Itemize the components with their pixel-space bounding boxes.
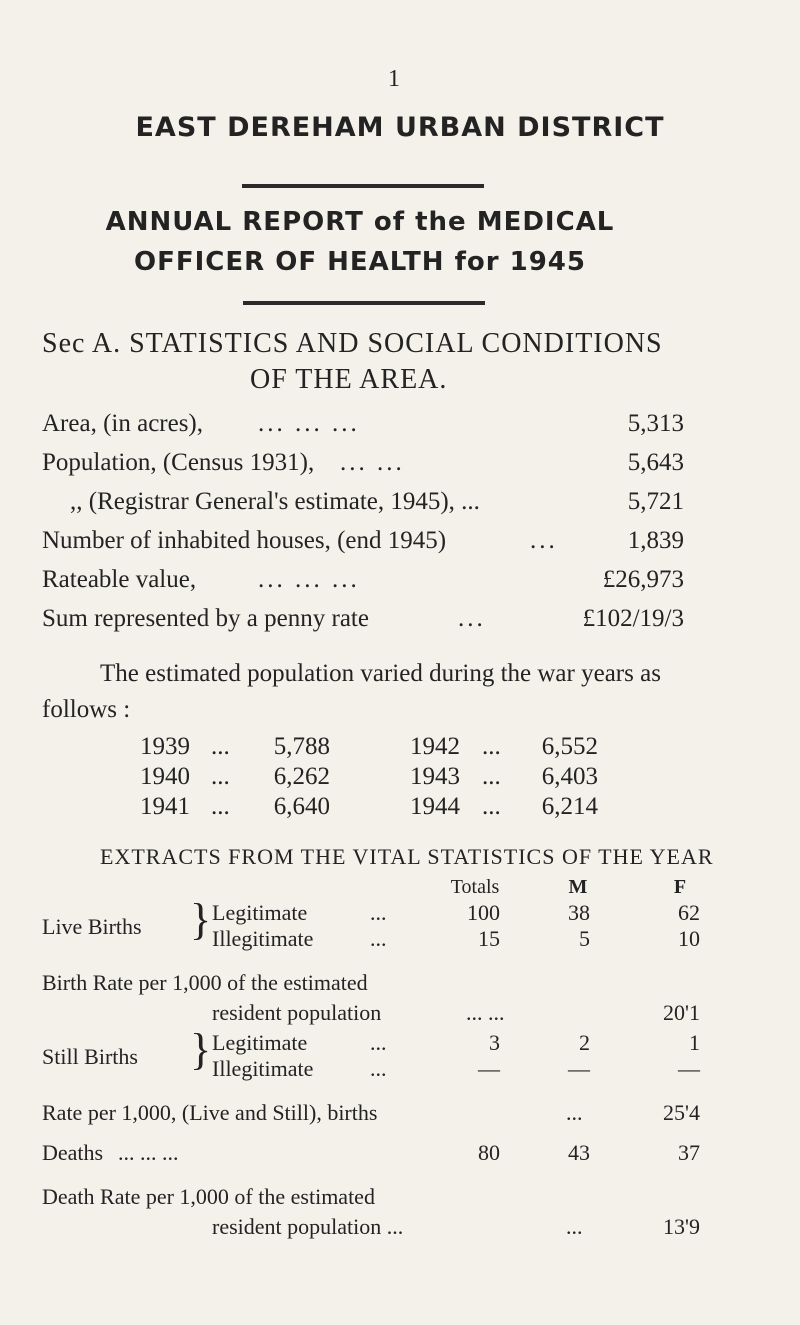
death-rate-leader: ...	[566, 1214, 583, 1239]
death-rate-line1: Death Rate per 1,000 of the estimated	[42, 1184, 375, 1209]
vital-total: 15	[478, 926, 500, 951]
vital-f: 10	[678, 926, 700, 951]
birth-rate-line2: resident population	[212, 1000, 382, 1025]
stat-label: ,, (Registrar General's estimate, 1945), ...	[70, 488, 480, 515]
war-year: 1943	[410, 763, 460, 790]
vital-row-leader: ...	[370, 1030, 387, 1055]
col-header-m: M	[568, 876, 588, 898]
rate-per-1000-leader: ...	[566, 1100, 583, 1125]
report-title-line1: ANNUAL REPORT of the MEDICAL	[105, 207, 615, 237]
live-births-label: Live Births	[42, 914, 142, 939]
vital-row-label: Legitimate	[212, 1030, 308, 1055]
stat-label: Sum represented by a penny rate	[42, 605, 369, 632]
vital-stats-title: EXTRACTS FROM THE VITAL STATISTICS OF THE YEAR	[100, 844, 714, 869]
birth-rate-value: 20'1	[663, 1000, 700, 1025]
war-year: 1944	[410, 793, 460, 820]
war-year-value: 5,788	[273, 733, 330, 760]
deaths-label: Deaths	[42, 1140, 104, 1165]
stat-value: 5,721	[627, 488, 684, 515]
vital-row-label: Illegitimate	[212, 926, 314, 951]
stat-label: Rateable value,	[42, 566, 197, 593]
birth-rate-line1: Birth Rate per 1,000 of the estimated	[42, 970, 368, 995]
vital-total: —	[478, 1056, 500, 1081]
vital-m: 5	[579, 926, 590, 951]
war-year-sep: ...	[482, 763, 501, 790]
rate-per-1000-value: 25'4	[663, 1100, 700, 1125]
vital-row-leader: ...	[370, 1056, 387, 1081]
vital-total: 80	[478, 1140, 500, 1165]
col-header-totals: Totals	[450, 876, 500, 898]
vital-total: 3	[489, 1030, 500, 1055]
war-year-sep: ...	[211, 763, 230, 790]
vital-m: —	[568, 1056, 590, 1081]
page-number: 1	[388, 66, 400, 92]
still-births-brace: }	[190, 1025, 212, 1074]
vital-m: 2	[579, 1030, 590, 1055]
war-year-sep: ...	[211, 793, 230, 820]
war-year-value: 6,640	[273, 793, 330, 820]
vital-row-label: Illegitimate	[212, 1056, 314, 1081]
death-rate-line2: resident population ...	[212, 1214, 404, 1239]
vital-f: 37	[678, 1140, 700, 1165]
vital-row-leader: ...	[370, 926, 387, 951]
vital-f: 1	[689, 1030, 700, 1055]
vital-f: —	[678, 1056, 700, 1081]
death-rate-value: 13'9	[663, 1214, 700, 1239]
war-year: 1940	[140, 763, 190, 790]
stat-value: £26,973	[602, 566, 684, 593]
war-year-sep: ...	[482, 733, 501, 760]
war-year-value: 6,403	[541, 763, 598, 790]
war-years-intro-line2: follows :	[42, 696, 131, 723]
stat-value: 1,839	[627, 527, 684, 554]
war-year-sep: ...	[482, 793, 501, 820]
header-rule-top	[242, 184, 484, 188]
war-year-value: 6,214	[541, 793, 598, 820]
stat-leader: ... ... ...	[258, 410, 360, 437]
section-title-line1: Sec A. STATISTICS AND SOCIAL CONDITIONS	[42, 328, 663, 359]
rate-per-1000-label: Rate per 1,000, (Live and Still), births	[42, 1100, 378, 1125]
war-year: 1939	[140, 733, 190, 760]
stat-value: £102/19/3	[582, 605, 684, 632]
stat-label: Number of inhabited houses, (end 1945)	[42, 527, 447, 554]
war-year: 1942	[410, 733, 460, 760]
vital-m: 43	[568, 1140, 590, 1165]
stat-leader: ... ... ...	[258, 566, 360, 593]
war-year: 1941	[140, 793, 190, 820]
stat-label: Area, (in acres),	[42, 410, 204, 437]
war-years-intro-line1: The estimated population varied during the war years as	[100, 660, 661, 687]
stat-label: Population, (Census 1931),	[42, 449, 315, 476]
stat-leader: ...	[458, 605, 486, 632]
col-header-f: F	[673, 876, 687, 898]
report-title-line2: OFFICER OF HEALTH for 1945	[134, 247, 586, 277]
live-births-brace: }	[190, 895, 212, 944]
birth-rate-leader: ... ...	[466, 1000, 505, 1025]
stat-leader: ... ...	[340, 449, 405, 476]
deaths-leader: ... ... ...	[118, 1140, 179, 1165]
stat-value: 5,313	[627, 410, 684, 437]
still-births-label: Still Births	[42, 1044, 138, 1069]
vital-f: 62	[678, 900, 700, 925]
war-year-sep: ...	[211, 733, 230, 760]
stat-value: 5,643	[627, 449, 684, 476]
section-title-line2: OF THE AREA.	[250, 364, 448, 395]
vital-row-label: Legitimate	[212, 900, 308, 925]
war-year-value: 6,262	[273, 763, 330, 790]
header-rule-bottom	[243, 301, 485, 305]
war-year-value: 6,552	[541, 733, 598, 760]
district-title: EAST DEREHAM URBAN DISTRICT	[135, 112, 665, 143]
vital-m: 38	[568, 900, 590, 925]
vital-row-leader: ...	[370, 900, 387, 925]
stat-leader: ...	[530, 527, 558, 554]
vital-total: 100	[467, 900, 500, 925]
